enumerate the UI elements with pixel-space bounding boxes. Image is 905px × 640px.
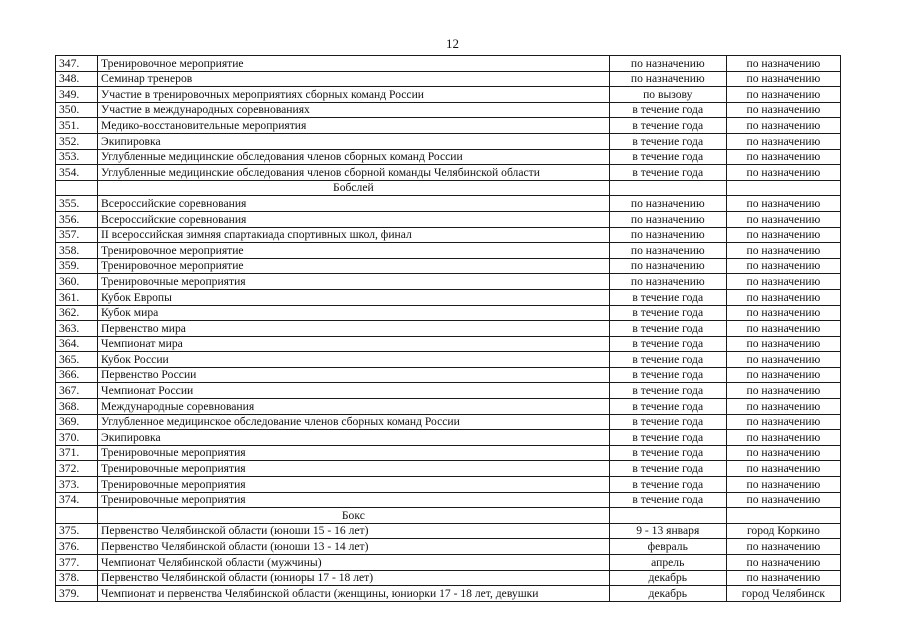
event-name: Чемпионат мира bbox=[98, 336, 610, 352]
table-row bbox=[56, 352, 841, 368]
event-date: по назначению bbox=[609, 71, 726, 87]
table-row bbox=[56, 477, 841, 493]
event-place: по назначению bbox=[726, 492, 840, 508]
event-name: Первенство мира bbox=[98, 321, 610, 337]
event-place: по назначению bbox=[726, 56, 840, 72]
table-row bbox=[56, 149, 841, 165]
row-number: 375. bbox=[56, 523, 98, 539]
event-name: Первенство Челябинской области (юноши 15 - 16 лет) bbox=[98, 523, 610, 539]
row-number: 348. bbox=[56, 71, 98, 87]
event-name: Тренировочное мероприятие bbox=[98, 258, 610, 274]
event-date: по назначению bbox=[609, 196, 726, 212]
event-name: Тренировочные мероприятия bbox=[98, 461, 610, 477]
event-date: в течение года bbox=[609, 352, 726, 368]
row-number: 378. bbox=[56, 570, 98, 586]
row-number: 370. bbox=[56, 430, 98, 446]
row-number: 376. bbox=[56, 539, 98, 555]
event-place: по назначению bbox=[726, 71, 840, 87]
event-date: в течение года bbox=[609, 399, 726, 415]
event-date: в течение года bbox=[609, 289, 726, 305]
event-name: Участие в тренировочных мероприятиях сборных команд России bbox=[98, 87, 610, 103]
row-number: 371. bbox=[56, 445, 98, 461]
row-number: 379. bbox=[56, 586, 98, 602]
row-number: 361. bbox=[56, 289, 98, 305]
section-place-cell bbox=[726, 180, 840, 196]
table-row bbox=[56, 165, 841, 181]
event-date: в течение года bbox=[609, 336, 726, 352]
event-place: по назначению bbox=[726, 321, 840, 337]
event-place: по назначению bbox=[726, 336, 840, 352]
event-date: в течение года bbox=[609, 461, 726, 477]
event-place: по назначению bbox=[726, 352, 840, 368]
table-row bbox=[56, 56, 841, 72]
row-number: 372. bbox=[56, 461, 98, 477]
section-header-row bbox=[56, 508, 841, 524]
table-row bbox=[56, 87, 841, 103]
event-date: апрель bbox=[609, 555, 726, 571]
row-number: 377. bbox=[56, 555, 98, 571]
event-name: Чемпионат России bbox=[98, 383, 610, 399]
event-date: в течение года bbox=[609, 367, 726, 383]
events-table bbox=[55, 55, 841, 602]
event-place: по назначению bbox=[726, 399, 840, 415]
event-place: по назначению bbox=[726, 445, 840, 461]
row-number: 373. bbox=[56, 477, 98, 493]
event-date: в течение года bbox=[609, 102, 726, 118]
table-row bbox=[56, 133, 841, 149]
event-place: по назначению bbox=[726, 243, 840, 259]
row-number: 365. bbox=[56, 352, 98, 368]
row-number: 366. bbox=[56, 367, 98, 383]
event-name: Экипировка bbox=[98, 430, 610, 446]
table-row bbox=[56, 305, 841, 321]
section-title: Бокс bbox=[98, 508, 610, 524]
table-row bbox=[56, 461, 841, 477]
row-number: 362. bbox=[56, 305, 98, 321]
event-name: Кубок России bbox=[98, 352, 610, 368]
row-number: 358. bbox=[56, 243, 98, 259]
event-date: в течение года bbox=[609, 445, 726, 461]
event-date: в течение года bbox=[609, 118, 726, 134]
event-date: в течение года bbox=[609, 492, 726, 508]
event-place: по назначению bbox=[726, 383, 840, 399]
section-date-cell bbox=[609, 180, 726, 196]
table-row bbox=[56, 570, 841, 586]
event-place: по назначению bbox=[726, 165, 840, 181]
row-number: 354. bbox=[56, 165, 98, 181]
event-place: по назначению bbox=[726, 102, 840, 118]
row-number: 349. bbox=[56, 87, 98, 103]
event-name: Чемпионат Челябинской области (мужчины) bbox=[98, 555, 610, 571]
event-place: по назначению bbox=[726, 87, 840, 103]
event-name: Первенство Челябинской области (юноши 13 - 14 лет) bbox=[98, 539, 610, 555]
table-row bbox=[56, 539, 841, 555]
event-name: Первенство Челябинской области (юниоры 17 - 18 лет) bbox=[98, 570, 610, 586]
event-name: Семинар тренеров bbox=[98, 71, 610, 87]
row-number: 352. bbox=[56, 133, 98, 149]
table-row bbox=[56, 274, 841, 290]
event-place: по назначению bbox=[726, 133, 840, 149]
event-place: по назначению bbox=[726, 196, 840, 212]
row-number: 368. bbox=[56, 399, 98, 415]
event-date: по назначению bbox=[609, 274, 726, 290]
row-number: 360. bbox=[56, 274, 98, 290]
event-date: по назначению bbox=[609, 56, 726, 72]
event-date: декабрь bbox=[609, 586, 726, 602]
section-place-cell bbox=[726, 508, 840, 524]
event-date: в течение года bbox=[609, 383, 726, 399]
event-name: II всероссийская зимняя спартакиада спортивных школ, финал bbox=[98, 227, 610, 243]
event-name: Экипировка bbox=[98, 133, 610, 149]
table-row bbox=[56, 243, 841, 259]
event-name: Международные соревнования bbox=[98, 399, 610, 415]
event-place: по назначению bbox=[726, 258, 840, 274]
event-date: по вызову bbox=[609, 87, 726, 103]
row-number: 353. bbox=[56, 149, 98, 165]
row-number: 363. bbox=[56, 321, 98, 337]
table-row bbox=[56, 523, 841, 539]
event-date: в течение года bbox=[609, 149, 726, 165]
event-name: Кубок мира bbox=[98, 305, 610, 321]
event-place: по назначению bbox=[726, 118, 840, 134]
row-number: 355. bbox=[56, 196, 98, 212]
row-number: 350. bbox=[56, 102, 98, 118]
table-row bbox=[56, 321, 841, 337]
event-place: по назначению bbox=[726, 461, 840, 477]
table-row bbox=[56, 211, 841, 227]
event-name: Углубленные медицинские обследования членов сборной команды Челябинской области bbox=[98, 165, 610, 181]
event-name: Участие в международных соревнованиях bbox=[98, 102, 610, 118]
table-row bbox=[56, 399, 841, 415]
table-row bbox=[56, 383, 841, 399]
table-row bbox=[56, 118, 841, 134]
event-date: в течение года bbox=[609, 430, 726, 446]
row-number: 357. bbox=[56, 227, 98, 243]
table-row bbox=[56, 445, 841, 461]
event-place: по назначению bbox=[726, 149, 840, 165]
section-num-cell bbox=[56, 508, 98, 524]
event-place: по назначению bbox=[726, 227, 840, 243]
table-row bbox=[56, 289, 841, 305]
table-row bbox=[56, 555, 841, 571]
event-date: февраль bbox=[609, 539, 726, 555]
event-date: в течение года bbox=[609, 165, 726, 181]
event-date: в течение года bbox=[609, 305, 726, 321]
row-number: 356. bbox=[56, 211, 98, 227]
table-row bbox=[56, 336, 841, 352]
table-row bbox=[56, 586, 841, 602]
event-date: в течение года bbox=[609, 321, 726, 337]
event-date: по назначению bbox=[609, 211, 726, 227]
event-name: Тренировочные мероприятия bbox=[98, 274, 610, 290]
table-row bbox=[56, 492, 841, 508]
section-num-cell bbox=[56, 180, 98, 196]
event-name: Тренировочные мероприятия bbox=[98, 477, 610, 493]
event-date: по назначению bbox=[609, 243, 726, 259]
event-place: по назначению bbox=[726, 430, 840, 446]
event-date: в течение года bbox=[609, 414, 726, 430]
event-name: Тренировочное мероприятие bbox=[98, 243, 610, 259]
event-name: Тренировочное мероприятие bbox=[98, 56, 610, 72]
event-name: Всероссийские соревнования bbox=[98, 211, 610, 227]
event-place: по назначению bbox=[726, 555, 840, 571]
table-row bbox=[56, 430, 841, 446]
table-row bbox=[56, 102, 841, 118]
event-place: по назначению bbox=[726, 367, 840, 383]
page-number: 12 bbox=[446, 36, 459, 51]
event-place: по назначению bbox=[726, 289, 840, 305]
event-place: по назначению bbox=[726, 211, 840, 227]
event-name: Чемпионат и первенства Челябинской области (женщины, юниорки 17 - 18 лет, девушки bbox=[98, 586, 610, 602]
event-place: по назначению bbox=[726, 477, 840, 493]
event-place: по назначению bbox=[726, 414, 840, 430]
event-name: Всероссийские соревнования bbox=[98, 196, 610, 212]
row-number: 351. bbox=[56, 118, 98, 134]
row-number: 364. bbox=[56, 336, 98, 352]
event-name: Тренировочные мероприятия bbox=[98, 445, 610, 461]
event-date: декабрь bbox=[609, 570, 726, 586]
event-name: Тренировочные мероприятия bbox=[98, 492, 610, 508]
event-place: по назначению bbox=[726, 539, 840, 555]
event-date: в течение года bbox=[609, 477, 726, 493]
event-date: по назначению bbox=[609, 227, 726, 243]
event-name: Углубленное медицинское обследование членов сборных команд России bbox=[98, 414, 610, 430]
event-place: по назначению bbox=[726, 305, 840, 321]
section-title: Бобслей bbox=[98, 180, 610, 196]
table-row bbox=[56, 71, 841, 87]
event-place: по назначению bbox=[726, 570, 840, 586]
row-number: 374. bbox=[56, 492, 98, 508]
table-row bbox=[56, 196, 841, 212]
row-number: 347. bbox=[56, 56, 98, 72]
table-row bbox=[56, 258, 841, 274]
event-name: Первенство России bbox=[98, 367, 610, 383]
event-date: по назначению bbox=[609, 258, 726, 274]
section-header-row bbox=[56, 180, 841, 196]
event-date: 9 - 13 января bbox=[609, 523, 726, 539]
row-number: 367. bbox=[56, 383, 98, 399]
event-date: в течение года bbox=[609, 133, 726, 149]
row-number: 359. bbox=[56, 258, 98, 274]
table-row bbox=[56, 414, 841, 430]
event-place: город Челябинск bbox=[726, 586, 840, 602]
event-place: по назначению bbox=[726, 274, 840, 290]
table-row bbox=[56, 367, 841, 383]
event-name: Углубленные медицинские обследования членов сборных команд России bbox=[98, 149, 610, 165]
event-name: Кубок Европы bbox=[98, 289, 610, 305]
row-number: 369. bbox=[56, 414, 98, 430]
event-place: город Коркино bbox=[726, 523, 840, 539]
event-name: Медико-восстановительные мероприятия bbox=[98, 118, 610, 134]
events-table-body bbox=[56, 56, 841, 602]
table-row bbox=[56, 227, 841, 243]
section-date-cell bbox=[609, 508, 726, 524]
